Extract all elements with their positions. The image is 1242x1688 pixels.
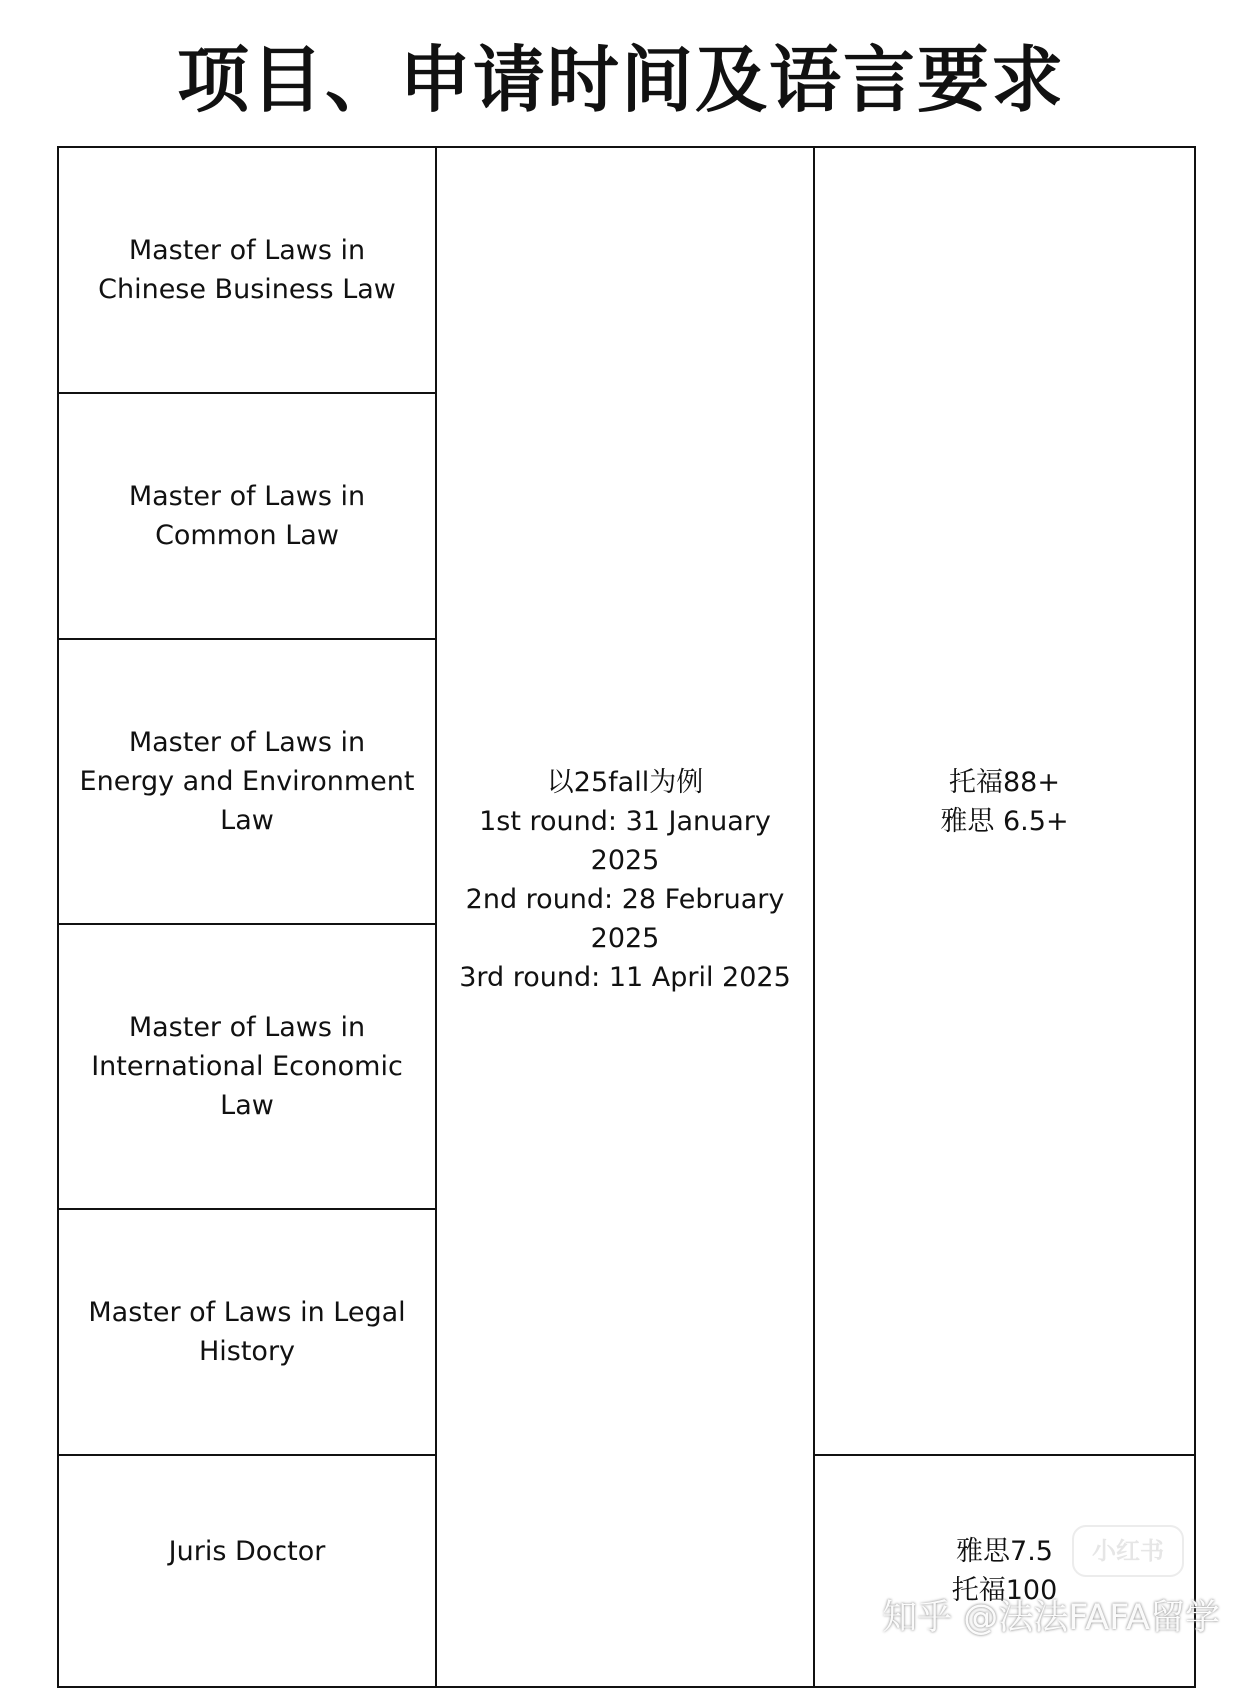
program-name-line: Master of Laws in Legal bbox=[88, 1297, 406, 1328]
program-name-line: Master of Laws in bbox=[128, 1012, 366, 1043]
program-cell bbox=[58, 393, 436, 639]
program-name-line: Master of Laws in bbox=[128, 235, 366, 266]
table-row bbox=[58, 147, 1195, 393]
program-name-line: Master of Laws in bbox=[128, 727, 366, 758]
program-name-line: Law bbox=[220, 805, 274, 836]
deadline-line: 以25fall为例 bbox=[546, 767, 704, 798]
program-name-line: Master of Laws in bbox=[128, 481, 366, 512]
language-requirement-line: 托福100 bbox=[951, 1575, 1058, 1606]
deadline-line: 2025 bbox=[590, 923, 660, 954]
program-name-line: Chinese Business Law bbox=[98, 274, 396, 305]
zhihu-watermark: 知乎 @法法FAFA留学 bbox=[882, 1598, 1220, 1638]
program-name-line: International Economic bbox=[91, 1051, 403, 1082]
language-requirement-line: 托福88+ bbox=[949, 767, 1060, 798]
deadline-line: 3rd round: 11 April 2025 bbox=[459, 962, 791, 993]
page-title: 项目、申请时间及语言要求 bbox=[176, 38, 1065, 122]
deadline-line: 1st round: 31 January bbox=[479, 806, 771, 837]
program-name-line: Law bbox=[220, 1090, 274, 1121]
program-name-line: History bbox=[198, 1336, 296, 1367]
language-requirement-line: 雅思7.5 bbox=[956, 1536, 1053, 1567]
deadline-line: 2nd round: 28 February bbox=[465, 884, 785, 915]
xiaohongshu-watermark-logo: 小红书 bbox=[1072, 1525, 1184, 1577]
program-name-line: Energy and Environment bbox=[79, 766, 415, 797]
program-cell bbox=[58, 924, 436, 1209]
program-name-line: Juris Doctor bbox=[168, 1536, 326, 1567]
program-cell bbox=[58, 1209, 436, 1455]
requirements-table bbox=[57, 146, 1196, 1688]
deadline-line: 2025 bbox=[590, 845, 660, 876]
deadline-cell bbox=[436, 147, 814, 1687]
language-requirement-line: 雅思 6.5+ bbox=[940, 806, 1069, 837]
program-cell bbox=[58, 639, 436, 924]
program-cell bbox=[58, 1455, 436, 1687]
language-requirement-cell bbox=[814, 147, 1195, 1455]
program-name-line: Common Law bbox=[155, 520, 339, 551]
program-cell bbox=[58, 147, 436, 393]
